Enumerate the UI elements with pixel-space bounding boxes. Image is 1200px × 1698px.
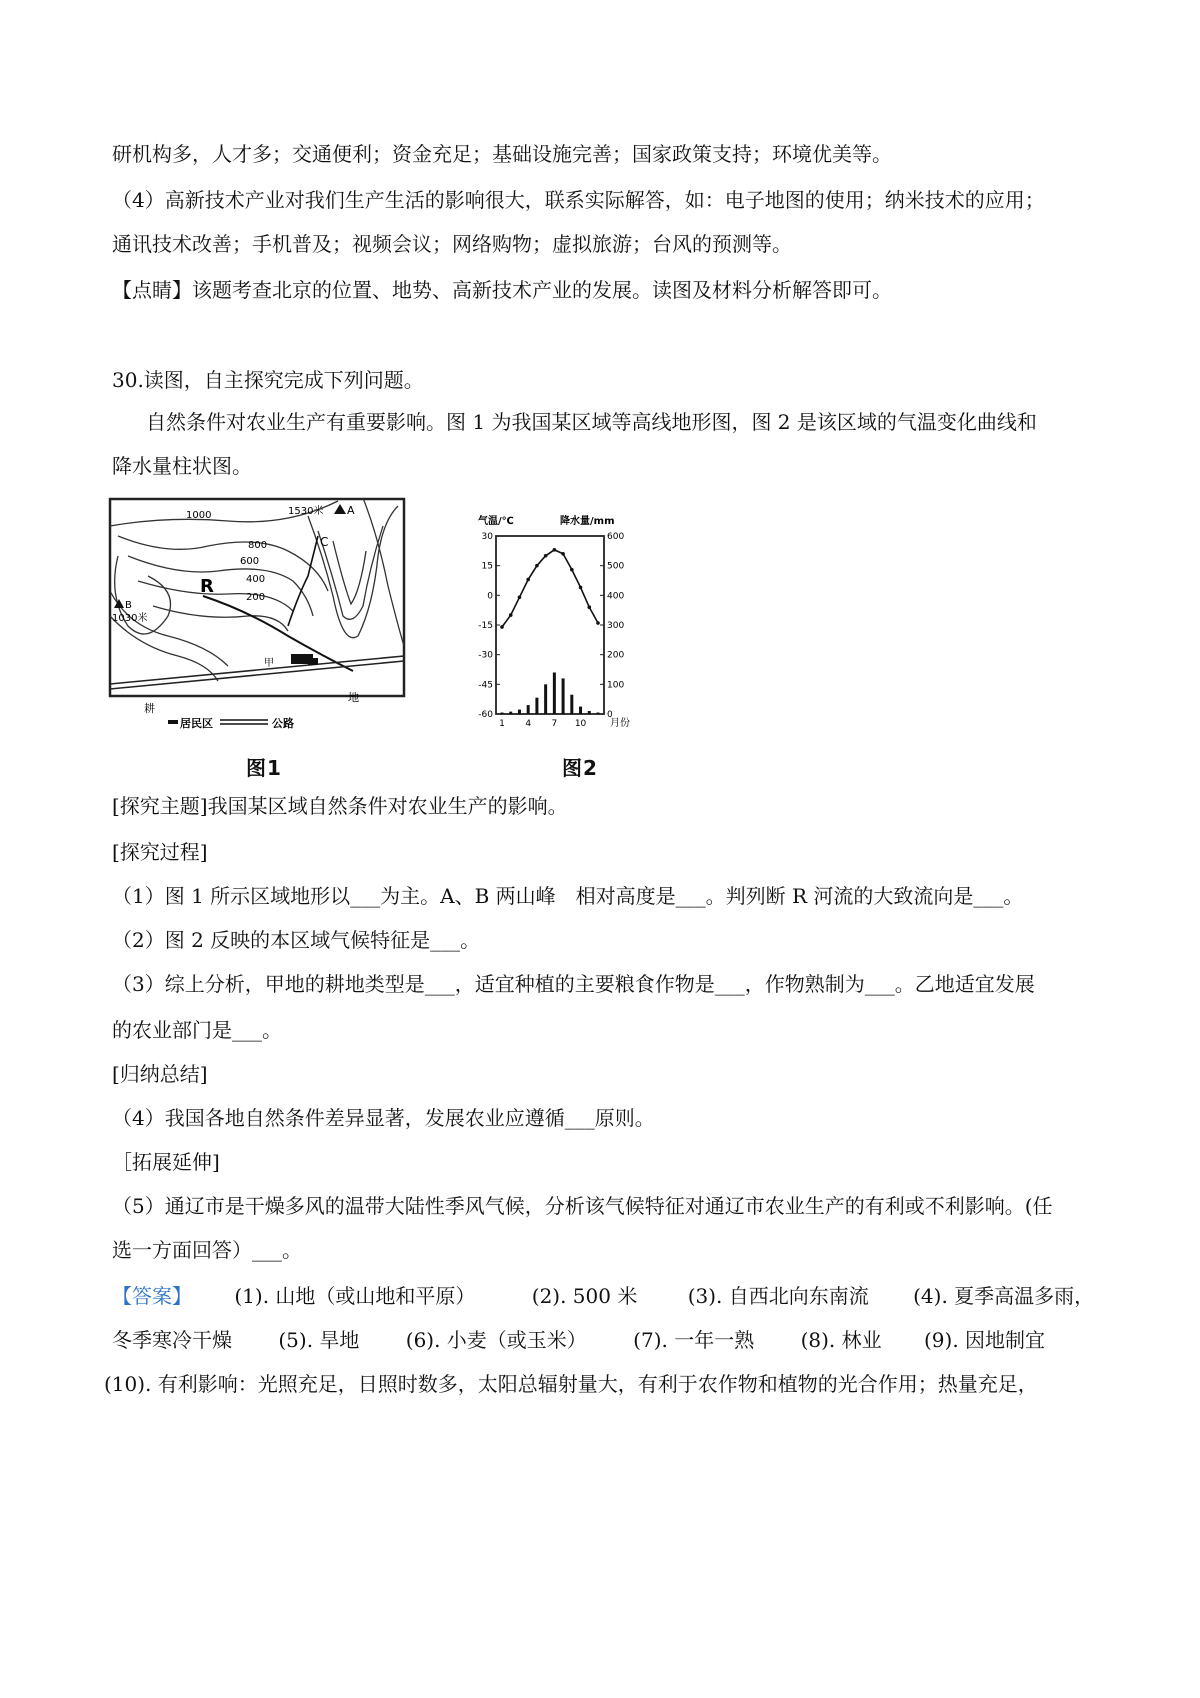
section-heading: [归纳总结] xyxy=(112,1062,208,1086)
temperature-line xyxy=(502,550,598,627)
precipitation-bar xyxy=(527,705,530,714)
temperature-point xyxy=(579,586,583,590)
temperature-point xyxy=(596,621,600,625)
section-heading: ［拓展延伸] xyxy=(112,1150,220,1174)
temperature-point xyxy=(561,552,565,556)
question-item: （1）图 1 所示区域地形以___为主。A、B 两山峰 相对高度是___。判列断 R 河流的大致流向是___。 xyxy=(112,884,1024,908)
precipitation-bar xyxy=(535,698,538,714)
temperature-point xyxy=(587,605,591,609)
y-tick-label: 0 xyxy=(487,591,493,602)
answer-item: (2). 500 米 xyxy=(531,1284,638,1308)
precipitation-bar xyxy=(570,695,573,714)
y-tick-label: 30 xyxy=(481,532,493,542)
peak-b-elevation: 1030米 xyxy=(112,613,148,624)
place-jia: 甲 xyxy=(264,658,274,669)
comment-line: 【点睛】该题考查北京的位置、地势、高新技术产业的发展。读图及材料分析解答即可。 xyxy=(112,278,892,302)
contour-label: 800 xyxy=(248,540,268,551)
temperature-point xyxy=(535,564,539,568)
right-axis-title: 降水量/mm xyxy=(560,516,615,527)
precipitation-bar xyxy=(509,712,512,714)
temperature-point xyxy=(509,613,513,617)
contour-label: 600 xyxy=(240,556,260,567)
y2-tick-label: 300 xyxy=(607,621,625,631)
question-item: 选一方面回答）___。 xyxy=(112,1238,302,1262)
peak-a-label: A xyxy=(347,504,355,517)
peak-a-elevation: 1530米 xyxy=(288,506,324,517)
temperature-point xyxy=(544,554,548,558)
y-tick-label: -60 xyxy=(478,710,493,720)
answer-item: (4). 夏季高温多雨， xyxy=(913,1284,1095,1308)
answer-line: (10). 有利影响：光照充足，日照时数多，太阳总辐射量大，有利于农作物和植物的光合作用；热量充足， xyxy=(104,1372,1038,1396)
y-tick-label: -30 xyxy=(478,650,493,661)
question-intro: 降水量柱状图。 xyxy=(112,454,252,478)
answer-item: (9). 因地制宜 xyxy=(923,1328,1046,1352)
precipitation-bar xyxy=(544,684,547,714)
y-tick-label: -45 xyxy=(478,680,493,691)
precipitation-bar xyxy=(597,713,600,714)
temperature-point xyxy=(518,596,522,600)
legend-road: 公路 xyxy=(272,717,294,730)
precipitation-bar xyxy=(518,710,521,714)
answer-item: 冬季寒冷干燥 xyxy=(112,1328,232,1352)
y2-tick-label: 600 xyxy=(607,532,625,542)
answer-item: (5). 旱地 xyxy=(278,1328,360,1352)
temperature-point xyxy=(570,568,574,572)
farmland-label: 地 xyxy=(348,691,359,704)
figure-1-caption: 图1 xyxy=(246,756,282,780)
farmland-label: 耕 xyxy=(144,702,155,715)
river-label: R xyxy=(200,576,214,597)
answer-line xyxy=(112,1282,1102,1310)
peak-a-icon xyxy=(334,504,346,514)
section-heading: [探究过程] xyxy=(112,840,208,864)
contour-label: 200 xyxy=(246,592,266,603)
x-tick-label: 7 xyxy=(551,719,558,729)
question-intro: 自然条件对农业生产有重要影响。图 1 为我国某区域等高线地形图，图 2 是该区域的气温变化曲线和 xyxy=(146,410,1037,434)
text-line: （4）高新技术产业对我们生产生活的影响很大，联系实际解答，如：电子地图的使用；纳米技术的应用； xyxy=(112,188,1045,212)
x-tick-label: 1 xyxy=(499,719,505,729)
precipitation-bar xyxy=(579,707,582,714)
month-unit: 月份 xyxy=(610,718,630,729)
text-line: 通讯技术改善；手机普及；视频会议；网络购物；虚拟旅游；台风的预测等。 xyxy=(112,232,792,256)
climate-chart xyxy=(476,512,646,742)
point-c-label: C xyxy=(320,535,329,549)
answer-label: 【答案】 xyxy=(112,1284,192,1308)
answer-item: (7). 一年一熟 xyxy=(633,1328,755,1352)
answer-item: (6). 小麦（或玉米） xyxy=(405,1328,587,1352)
figure-2-caption: 图2 xyxy=(562,756,598,780)
y-tick-label: 15 xyxy=(481,561,493,572)
y-tick-label: -15 xyxy=(478,621,493,631)
contour-label: 400 xyxy=(246,574,266,585)
y2-tick-label: 200 xyxy=(607,650,625,661)
temperature-point xyxy=(500,625,504,629)
answer-item: (8). 林业 xyxy=(800,1328,882,1352)
question-item: （2）图 2 反映的本区域气候特征是___。 xyxy=(112,928,481,952)
question-item: （4）我国各地自然条件差异显著，发展农业应遵循___原则。 xyxy=(112,1106,655,1130)
temperature-point xyxy=(553,548,557,552)
y2-tick-label: 400 xyxy=(607,591,625,602)
precipitation-bar xyxy=(588,711,591,714)
peak-b-label: B xyxy=(125,600,132,611)
y2-tick-label: 500 xyxy=(607,561,625,572)
answer-line xyxy=(112,1326,1102,1354)
legend-settlement: 居民区 xyxy=(180,717,213,730)
x-tick-label: 4 xyxy=(525,719,532,729)
precipitation-bar xyxy=(553,672,556,714)
plot-frame xyxy=(496,536,604,714)
precipitation-bar xyxy=(501,713,504,714)
text-line: [探究主题]我国某区域自然条件对农业生产的影响。 xyxy=(112,794,568,818)
answer-item: (1). 山地（或山地和平原） xyxy=(234,1284,476,1308)
text-line: 研机构多，人才多；交通便利；资金充足；基础设施完善；国家政策支持；环境优美等。 xyxy=(112,142,892,166)
question-item: 的农业部门是___。 xyxy=(112,1018,282,1042)
settlement-legend-icon xyxy=(168,720,178,724)
contour-map xyxy=(108,496,408,736)
left-axis-title: 气温/℃ xyxy=(478,516,514,527)
question-item: （5）通辽市是干燥多风的温带大陆性季风气候，分析该气候特征对通辽市农业生产的有利或不利影响。(任 xyxy=(112,1194,1053,1218)
precipitation-bar xyxy=(562,678,565,714)
question-title: 30.读图，自主探究完成下列问题。 xyxy=(112,368,424,392)
temperature-point xyxy=(526,578,530,582)
x-tick-label: 10 xyxy=(574,719,587,729)
contour-label: 1000 xyxy=(186,510,212,521)
y2-tick-label: 0 xyxy=(607,710,613,720)
question-item: （3）综上分析，甲地的耕地类型是___，适宜种植的主要粮食作物是___，作物熟制为___。乙地适宜发展 xyxy=(112,972,1035,996)
answer-item: (3). 自西北向东南流 xyxy=(687,1284,869,1308)
y2-tick-label: 100 xyxy=(607,680,625,691)
